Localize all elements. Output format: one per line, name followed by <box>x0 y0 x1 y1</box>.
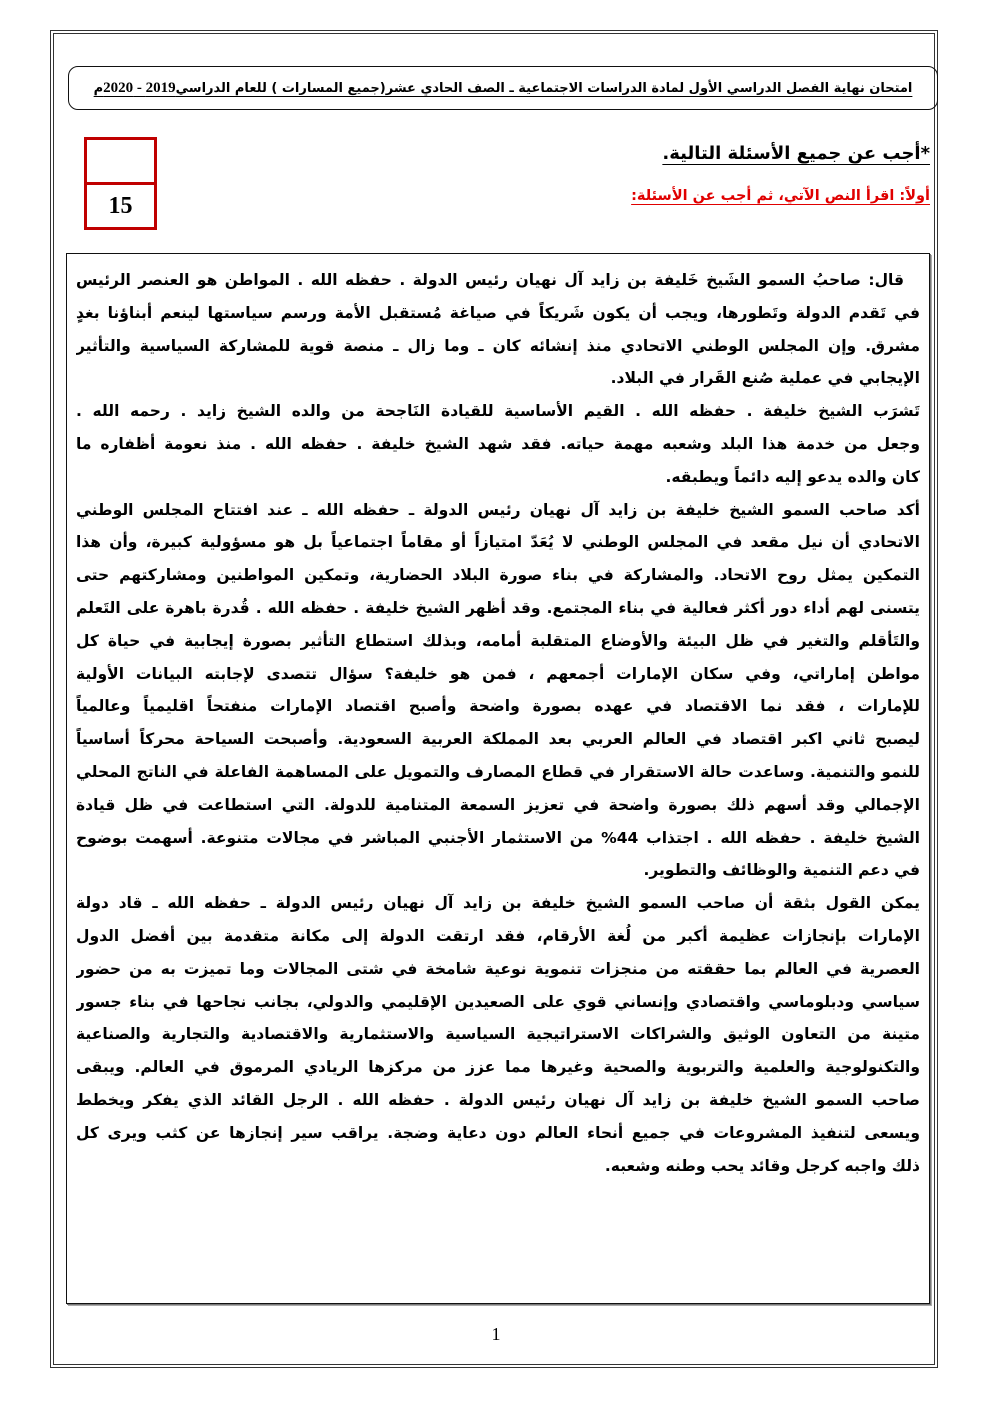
score-box <box>84 137 157 230</box>
score-total-cell <box>87 185 154 227</box>
passage-line: للإمارات ، فقد نما الاقتصاد في عهده بصورة واضحة وأصبح اقتصاد الإمارات منفتحاً اقليمياً وعالمياً <box>76 697 920 716</box>
score-earned-cell <box>87 140 154 185</box>
passage-line: الشيخ خليفة . حفظه الله . اجتذاب 44% من الاستثمار الأجنبي المباشر في مجالات متنوعة. أسهمت بوضوح <box>76 828 920 847</box>
passage-line: ليصبح ثاني اكبر اقتصاد في العالم العربي بعد المملكة العربية السعودية. وأصبحت السياحة محركاً أساسياً <box>76 730 920 749</box>
passage-line: مواطن إماراتي، وفي سكان الإمارات أجمعهم ، فمن هو خليفة؟ سؤال تتصدى لإجابته البيانات الأولية <box>76 664 920 683</box>
passage-line: يمكن القول بثقة أن صاحب السمو الشيخ خليفة بن زايد آل نهيان رئيس الدولة ـ حفظه الله ـ قاد دولة <box>76 894 920 913</box>
passage-line: مشرق. وإن المجلس الوطني الاتحادي منذ إنشائه كان ـ وما زال ـ منصة قوية للمشاركة السياسية والتأثير <box>76 336 920 355</box>
section-1-heading: أولاً: اقرأ النص الآتي، ثم أجب عن الأسئلة: <box>631 188 930 204</box>
passage-line: والتَأقلم والتغير في ظل البيئة والأوضاع المتقلبة أمامه، وبذلك استطاع التأثير بصورة إيجابية في حياة كل <box>76 631 920 650</box>
passage-line: الاتحادي أن نيل مقعد في المجلس الوطني لا يُعَدّ امتيازاً أو مقاماً اجتماعياً بل هو مسؤولية كبيرة، وأن هذا <box>76 533 920 552</box>
page-number: 1 <box>491 1324 501 1344</box>
passage-line: كان والده يدعو إليه دائماً ويطبقه. <box>665 467 920 486</box>
year-suffix: م <box>93 80 104 96</box>
passage-line: الإجمالي وقد أسهم ذلك بصورة واضحة في تعزيز السمعة المتنامية للدولة. التي استطاعت في ظل قيادة <box>76 795 920 814</box>
passage-line: سياسي ودبلوماسي واقتصادي وإنساني قوي على الصعيدين الإقليمي والدولي، بجانب نجاحها في بناء جسور <box>76 992 920 1011</box>
passage-line: صاحب السمو الشيخ خليفة بن زايد آل نهيان رئيس الدولة . حفظه الله . الرجل القائد الذي يفكر ويخطط <box>76 1090 920 1109</box>
exam-header-box <box>68 66 938 110</box>
passage-line: وجعل من خدمة هذا البلد وشعبه مهمة حياته. فقد شهد الشيخ خليفة . حفظه الله . منذ نعومة أظفاره ما <box>76 434 920 453</box>
passage-line: ذلك واجبه كرجل وقائد يحب وطنه وشعبه. <box>604 1156 920 1175</box>
passage-line: والتكنولوجية والعلمية والتربوية والصحية وغيرها مما عزز من مركزها الريادي المرموق في العالم. ويبقى <box>76 1058 920 1077</box>
passage-line: أكد صاحب السمو الشيخ خليفة بن زايد آل نهيان رئيس الدولة ـ حفظه الله ـ عند افتتاح المجلس الوطني <box>76 500 920 519</box>
passage-line: قال: صاحبُ السمو الشَيخ خَليفة بن زايد آل نهيان رئيس الدولة . حفظه الله . المواطن هو العنصر الرئيس <box>76 271 904 289</box>
passage-line: التمكين يمثل روح الاتحاد. والمشاركة في بناء صورة البلاد الحضارية، وتمكين المواطنين ومشاركتهم حتى <box>76 566 920 585</box>
passage-line: العصرية في العالم بما حققته من منجزات تنموية نوعية شامخة في شتى المجالات وما تميزت به من حضور <box>76 959 920 978</box>
score-total: 15 <box>108 192 133 219</box>
passage-line: في دعم التنمية والوظائف والتطوير. <box>643 861 920 880</box>
passage-line: الإمارات بإنجازات عظيمة أكبر من لُغة الأرقام، فقد ارتقت الدولة إلى مكانة متقدمة بين أفضل الدول <box>76 926 920 945</box>
passage-line: ويسعى لتنفيذ المشروعات في جميع أنحاء العالم دون دعاية وضجة. يراقب سير إنجازها عن كثب ويرى كل <box>76 1123 920 1142</box>
academic-years: 2019 - 2020 <box>103 79 176 96</box>
passage-line: في تَقدم الدولة وتَطورها، ويجب أن يكون شَريكاً في صياغة مُستقبل الأمة ورسم سياستها لينعم أبناؤنا بغدٍ <box>76 303 920 322</box>
exam-title-text: امتحان نهاية الفصل الدراسي الأول لمادة الدراسات الاجتماعية ـ الصف الحادي عشر(جميع المسارات ) للعام الدراسي <box>175 80 913 96</box>
passage-line: متينة من التعاون الوثيق والشراكات الاستراتيجية السياسية والاستثمارية والاقتصادية والتجارية والصناعية <box>76 1025 920 1044</box>
reading-passage <box>66 253 930 1304</box>
exam-title <box>94 80 913 97</box>
general-instruction: *أجب عن جميع الأسئلة التالية. <box>662 143 930 164</box>
passage-line: للنمو والتنمية. وساعدت حالة الاستقرار في قطاع المصارف والتمويل على المساهمة الفاعلة في الناتج المحلي <box>76 762 920 781</box>
passage-line: تَشرَب الشيخ خليفة . حفظه الله . القيم الأساسية للقيادة النَاجحة من والده الشيخ زايد . رحمه الله . <box>76 402 920 421</box>
passage-line: الإيجابي في عملية صُنع القَرار في البلاد. <box>610 369 920 388</box>
passage-line: يتسنى لهم أداء دور أكثر فعالية في بناء المجتمع. وقد أظهر الشيخ خليفة . حفظه الله . قُدرة باهرة على التَعلم <box>76 598 920 617</box>
